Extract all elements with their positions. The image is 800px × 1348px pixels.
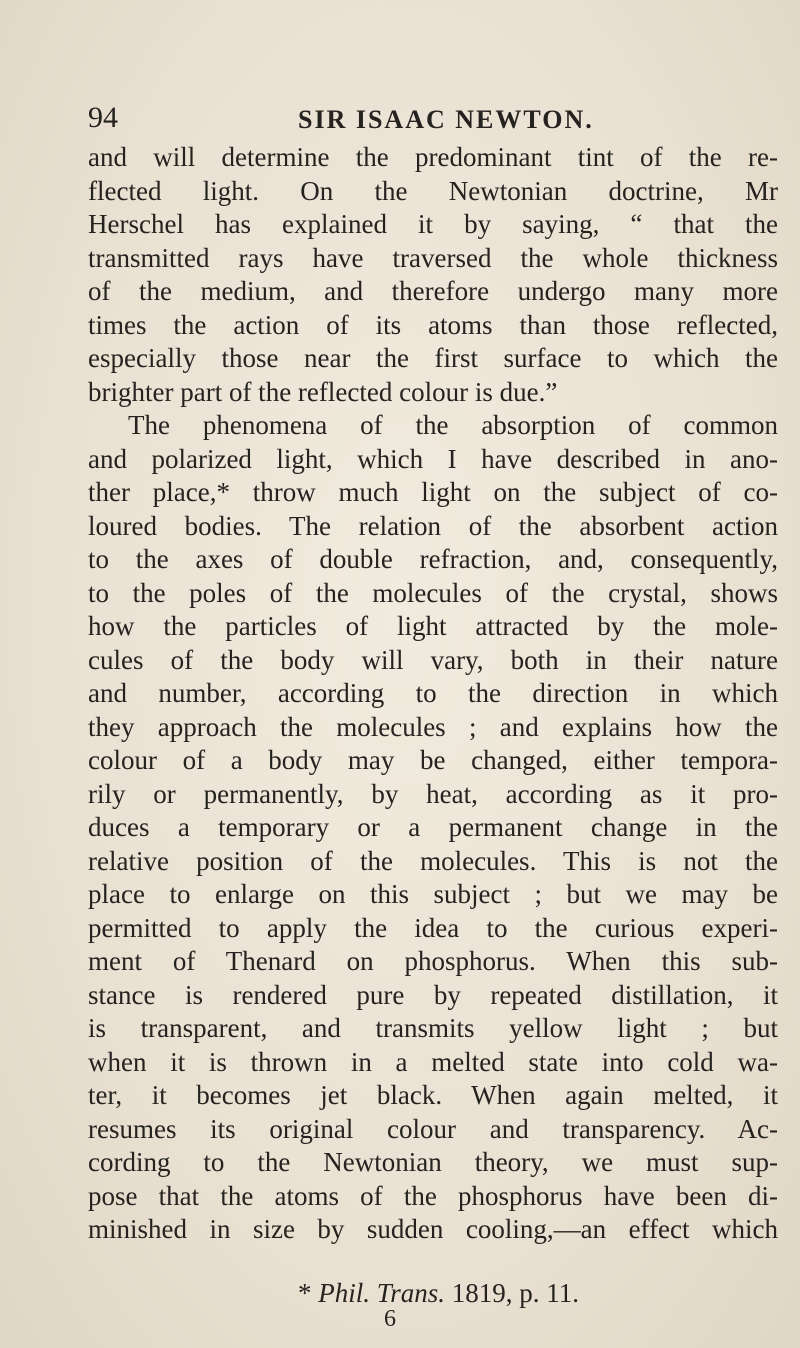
page-header (88, 100, 778, 136)
page-number: 94 (88, 101, 118, 134)
text-line: cules of the body will vary, both in their nature (88, 644, 778, 675)
text-line: Herschel has explained it by saying, “ that the (88, 209, 778, 239)
text-line: duces a temporary or a permanent change in the (88, 812, 778, 842)
text-line: they approach the molecules ; and explains how the (88, 711, 778, 742)
text-line: transmitted rays have traversed the whole thickness (88, 242, 778, 273)
text-line: colour of a body may be changed, either tempora- (88, 745, 778, 775)
text-line: flected light. On the Newtonian doctrine, Mr (88, 175, 778, 206)
text-line: to the poles of the molecules of the crystal, shows (88, 577, 778, 608)
running-title: SIR ISAAC NEWTON. (298, 105, 594, 134)
text-line: brighter part of the reflected colour is due.” (88, 376, 558, 407)
footnote (298, 1277, 579, 1309)
text-line: of the medium, and therefore undergo many more (88, 276, 778, 306)
text-line: minished in size by sudden cooling,—an effect which (88, 1214, 778, 1244)
text-line: cording to the Newtonian theory, we must sup- (88, 1147, 778, 1177)
text-line: how the particles of light attracted by the mole- (88, 611, 778, 641)
text-line: stance is rendered pure by repeated distillation, it (88, 979, 778, 1010)
text-line: and polarized light, which I have described in ano- (88, 443, 778, 474)
text-line: to the axes of double refraction, and, consequently, (88, 544, 778, 574)
text-line: pose that the atoms of the phosphorus have been di- (88, 1180, 778, 1211)
footnote-marker: * (298, 1278, 312, 1308)
text-line: rily or permanently, by heat, according as it pro- (88, 778, 778, 809)
footnote-citation: 1819, p. 11. (451, 1278, 580, 1308)
text-line: times the action of its atoms than those reflected, (88, 309, 778, 340)
text-line: resumes its original colour and transparency. Ac- (88, 1113, 778, 1144)
text-line: The phenomena of the absorption of common (128, 410, 778, 440)
text-line: when it is thrown in a melted state into cold wa- (88, 1046, 778, 1077)
text-line: ter, it becomes jet black. When again melted, it (88, 1080, 778, 1110)
text-line: especially those near the first surface to which the (88, 343, 778, 373)
text-line: loured bodies. The relation of the absorbent action (88, 510, 778, 541)
text-line: is transparent, and transmits yellow light ; but (88, 1013, 778, 1043)
footnote-source: Phil. Trans. (318, 1278, 446, 1308)
text-line: relative position of the molecules. This is not the (88, 845, 778, 876)
text-line: place to enlarge on this subject ; but we may be (88, 879, 778, 909)
text-line: ment of Thenard on phosphorus. When this sub- (88, 946, 778, 976)
text-line: ther place,* throw much light on the subject of co- (88, 477, 778, 507)
text-line: and will determine the predominant tint of the re- (88, 142, 778, 172)
signature-mark: 6 (384, 1306, 396, 1332)
text-line: and number, according to the direction in which (88, 678, 778, 708)
text-line: permitted to apply the idea to the curious experi- (88, 912, 778, 943)
